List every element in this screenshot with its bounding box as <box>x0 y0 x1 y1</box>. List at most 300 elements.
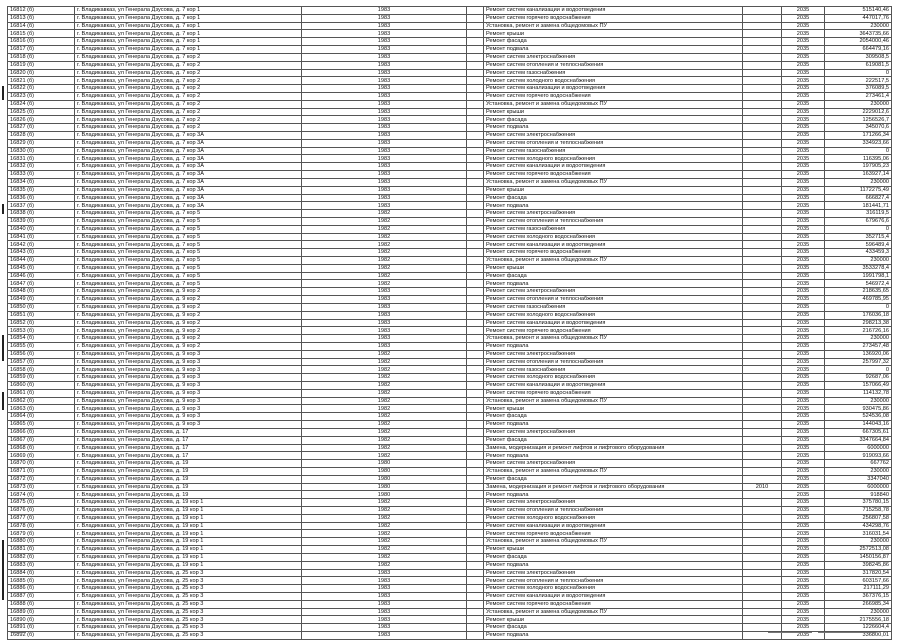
repair-year-cell: 2035 <box>782 366 825 374</box>
row-id-cell: 16844 (б) <box>8 257 75 265</box>
repair-year-cell: 2035 <box>782 132 825 140</box>
plan-year-cell <box>743 30 782 38</box>
cost-cell: 3643735,66 <box>825 30 892 38</box>
address-cell: г. Владикавказ, ул Генерала Дзусова, д. 7 кор 3А <box>75 147 302 155</box>
empty-cell <box>467 452 484 460</box>
footer-line <box>768 632 812 633</box>
work-type-cell: Замена, модернизация и ремонт лифтов и лифтового оборудования <box>484 483 743 491</box>
repair-year-cell: 2035 <box>782 296 825 304</box>
row-id-cell: 16830 (б) <box>8 147 75 155</box>
repair-year-cell: 2035 <box>782 389 825 397</box>
work-type-cell: Ремонт систем канализации и водоотведения <box>484 85 743 93</box>
work-type-cell: Установка, ремонт и замена общедомовых ПУ <box>484 397 743 405</box>
cost-cell: 434298,76 <box>825 522 892 530</box>
empty-cell <box>467 303 484 311</box>
build-year-cell: 1983 <box>302 296 467 304</box>
plan-year-cell <box>743 14 782 22</box>
address-cell: г. Владикавказ, ул Генерала Дзусова, д. 19 кор 1 <box>75 499 302 507</box>
repair-year-cell: 2035 <box>782 624 825 632</box>
build-year-cell: 1980 <box>302 475 467 483</box>
address-cell: г. Владикавказ, ул Генерала Дзусова, д. 9 кор 2 <box>75 296 302 304</box>
cost-cell: 715258,78 <box>825 507 892 515</box>
plan-year-cell <box>743 499 782 507</box>
build-year-cell: 1983 <box>302 139 467 147</box>
table-row <box>8 53 892 61</box>
table-row <box>8 7 892 15</box>
address-cell: г. Владикавказ, ул Генерала Дзусова, д. 7 кор 5 <box>75 225 302 233</box>
empty-cell <box>467 444 484 452</box>
row-id-cell: 16845 (б) <box>8 264 75 272</box>
build-year-cell: 1983 <box>302 178 467 186</box>
empty-cell <box>467 7 484 15</box>
address-cell: г. Владикавказ, ул Генерала Дзусова, д. 7 кор 2 <box>75 61 302 69</box>
plan-year-cell <box>743 85 782 93</box>
table-row <box>8 546 892 554</box>
build-year-cell: 1983 <box>302 608 467 616</box>
cost-cell: 447017,76 <box>825 14 892 22</box>
cost-cell: 2572513,08 <box>825 546 892 554</box>
build-year-cell: 1982 <box>302 428 467 436</box>
address-cell: г. Владикавказ, ул Генерала Дзусова, д. 7 кор 1 <box>75 22 302 30</box>
build-year-cell: 1982 <box>302 413 467 421</box>
table-row <box>8 14 892 22</box>
row-id-cell: 16838 (б) <box>8 210 75 218</box>
address-cell: г. Владикавказ, ул Генерала Дзусова, д. 17 <box>75 436 302 444</box>
cost-cell: 230000 <box>825 22 892 30</box>
empty-cell <box>467 389 484 397</box>
plan-year-cell <box>743 53 782 61</box>
work-type-cell: Ремонт подвала <box>484 202 743 210</box>
row-id-cell: 16864 (б) <box>8 413 75 421</box>
build-year-cell: 1983 <box>302 38 467 46</box>
build-year-cell: 1983 <box>302 53 467 61</box>
table-row <box>8 616 892 624</box>
repair-year-cell: 2035 <box>782 374 825 382</box>
address-cell: г. Владикавказ, ул Генерала Дзусова, д. 9 кор 2 <box>75 327 302 335</box>
cost-cell: 316119,5 <box>825 210 892 218</box>
work-type-cell: Ремонт систем электроснабжения <box>484 288 743 296</box>
plan-year-cell <box>743 342 782 350</box>
address-cell: г. Владикавказ, ул Генерала Дзусова, д. 9 кор 3 <box>75 413 302 421</box>
plan-year-cell <box>743 69 782 77</box>
row-id-cell: 16862 (б) <box>8 397 75 405</box>
cost-cell: 216726,16 <box>825 327 892 335</box>
cost-cell: 1172275,49 <box>825 186 892 194</box>
cost-cell: 398245,86 <box>825 561 892 569</box>
build-year-cell: 1983 <box>302 569 467 577</box>
repair-year-cell: 2035 <box>782 46 825 54</box>
empty-cell <box>467 257 484 265</box>
table-row <box>8 514 892 522</box>
empty-cell <box>467 186 484 194</box>
build-year-cell: 1982 <box>302 507 467 515</box>
address-cell: г. Владикавказ, ул Генерала Дзусова, д. 7 кор 2 <box>75 124 302 132</box>
cost-cell: 230000 <box>825 100 892 108</box>
repair-year-cell: 2035 <box>782 69 825 77</box>
repair-year-cell: 2035 <box>782 108 825 116</box>
empty-cell <box>467 14 484 22</box>
table-row <box>8 217 892 225</box>
build-year-cell: 1982 <box>302 436 467 444</box>
cost-cell: 334923,66 <box>825 139 892 147</box>
table-row <box>8 421 892 429</box>
plan-year-cell <box>743 413 782 421</box>
cost-cell: 171266,34 <box>825 132 892 140</box>
address-cell: г. Владикавказ, ул Генерала Дзусова, д. 19 кор 1 <box>75 507 302 515</box>
table-row <box>8 202 892 210</box>
work-type-cell: Ремонт крыши <box>484 546 743 554</box>
plan-year-cell <box>743 382 782 390</box>
build-year-cell: 1983 <box>302 592 467 600</box>
plan-year-cell <box>743 397 782 405</box>
empty-cell <box>467 319 484 327</box>
repair-year-cell: 2035 <box>782 202 825 210</box>
table-row <box>8 116 892 124</box>
cost-cell: 0 <box>825 366 892 374</box>
table-row <box>8 405 892 413</box>
row-id-cell: 16847 (б) <box>8 280 75 288</box>
repair-year-cell: 2035 <box>782 61 825 69</box>
work-type-cell: Ремонт систем газоснабжения <box>484 69 743 77</box>
address-cell: г. Владикавказ, ул Генерала Дзусова, д. 19 <box>75 491 302 499</box>
empty-cell <box>467 77 484 85</box>
plan-year-cell <box>743 147 782 155</box>
plan-year-cell <box>743 389 782 397</box>
table-row <box>8 491 892 499</box>
repair-year-cell: 2035 <box>782 436 825 444</box>
address-cell: г. Владикавказ, ул Генерала Дзусова, д. 7 кор 2 <box>75 108 302 116</box>
table-row <box>8 475 892 483</box>
table-row <box>8 194 892 202</box>
repair-year-cell: 2035 <box>782 280 825 288</box>
empty-cell <box>467 233 484 241</box>
address-cell: г. Владикавказ, ул Генерала Дзусова, д. 7 кор 1 <box>75 46 302 54</box>
row-id-cell: 16817 (б) <box>8 46 75 54</box>
row-id-cell: 16877 (б) <box>8 514 75 522</box>
plan-year-cell <box>743 186 782 194</box>
table-row <box>8 397 892 405</box>
row-id-cell: 16870 (б) <box>8 460 75 468</box>
row-id-cell: 16829 (б) <box>8 139 75 147</box>
cost-cell: 619081,5 <box>825 61 892 69</box>
build-year-cell: 1982 <box>302 225 467 233</box>
empty-cell <box>467 225 484 233</box>
address-cell: г. Владикавказ, ул Генерала Дзусова, д. 7 кор 5 <box>75 249 302 257</box>
build-year-cell: 1983 <box>302 108 467 116</box>
repair-year-cell: 2035 <box>782 335 825 343</box>
row-id-cell: 16835 (б) <box>8 186 75 194</box>
work-type-cell: Ремонт фасада <box>484 553 743 561</box>
empty-cell <box>467 600 484 608</box>
build-year-cell: 1983 <box>302 7 467 15</box>
table-row <box>8 585 892 593</box>
address-cell: г. Владикавказ, ул Генерала Дзусова, д. 25 кор 3 <box>75 632 302 640</box>
repair-year-cell: 2035 <box>782 155 825 163</box>
build-year-cell: 1982 <box>302 264 467 272</box>
build-year-cell: 1983 <box>302 69 467 77</box>
plan-year-cell <box>743 546 782 554</box>
cost-cell: 230000 <box>825 467 892 475</box>
empty-cell <box>467 272 484 280</box>
plan-year-cell <box>743 272 782 280</box>
plan-year-cell <box>743 77 782 85</box>
empty-cell <box>467 61 484 69</box>
repair-year-cell: 2035 <box>782 100 825 108</box>
plan-year-cell <box>743 624 782 632</box>
address-cell: г. Владикавказ, ул Генерала Дзусова, д. 19 кор 1 <box>75 514 302 522</box>
address-cell: г. Владикавказ, ул Генерала Дзусова, д. 7 кор 2 <box>75 100 302 108</box>
repair-year-cell: 2035 <box>782 342 825 350</box>
cost-cell: 230000 <box>825 335 892 343</box>
empty-cell <box>467 530 484 538</box>
table-row <box>8 460 892 468</box>
build-year-cell: 1982 <box>302 530 467 538</box>
repair-year-cell: 2035 <box>782 632 825 640</box>
table-row <box>8 624 892 632</box>
table-row <box>8 452 892 460</box>
empty-cell <box>467 616 484 624</box>
repair-year-cell: 2035 <box>782 530 825 538</box>
work-type-cell: Ремонт систем отопления и теплоснабжения <box>484 296 743 304</box>
table-row <box>8 522 892 530</box>
address-cell: г. Владикавказ, ул Генерала Дзусова, д. 7 кор 5 <box>75 210 302 218</box>
build-year-cell: 1982 <box>302 538 467 546</box>
row-id-cell: 16828 (б) <box>8 132 75 140</box>
repair-year-cell: 2035 <box>782 553 825 561</box>
plan-year-cell <box>743 202 782 210</box>
work-type-cell: Ремонт систем газоснабжения <box>484 147 743 155</box>
cost-cell: 273461,4 <box>825 92 892 100</box>
row-id-cell: 16872 (б) <box>8 475 75 483</box>
row-id-cell: 16827 (б) <box>8 124 75 132</box>
address-cell: г. Владикавказ, ул Генерала Дзусова, д. 7 кор 1 <box>75 30 302 38</box>
repair-year-cell: 2035 <box>782 147 825 155</box>
work-type-cell: Ремонт систем холодного водоснабжения <box>484 233 743 241</box>
address-cell: г. Владикавказ, ул Генерала Дзусова, д. 7 кор 3А <box>75 132 302 140</box>
repair-year-cell: 2035 <box>782 616 825 624</box>
work-type-cell: Ремонт фасада <box>484 624 743 632</box>
cost-cell: 230000 <box>825 397 892 405</box>
work-type-cell: Ремонт систем горячего водоснабжения <box>484 92 743 100</box>
cost-cell: 218635,65 <box>825 288 892 296</box>
cost-cell: 317820,54 <box>825 569 892 577</box>
cost-cell: 679676,6 <box>825 217 892 225</box>
table-row <box>8 186 892 194</box>
row-id-cell: 16812 (б) <box>8 7 75 15</box>
cost-cell: 3347040 <box>825 475 892 483</box>
repair-program-table <box>7 6 892 640</box>
repair-year-cell: 2035 <box>782 428 825 436</box>
build-year-cell: 1983 <box>302 632 467 640</box>
cost-cell: 469785,95 <box>825 296 892 304</box>
work-type-cell: Ремонт фасада <box>484 272 743 280</box>
address-cell: г. Владикавказ, ул Генерала Дзусова, д. 19 кор 1 <box>75 522 302 530</box>
work-type-cell: Ремонт систем холодного водоснабжения <box>484 311 743 319</box>
row-id-cell: 16892 (б) <box>8 632 75 640</box>
table-row <box>8 436 892 444</box>
empty-cell <box>467 92 484 100</box>
work-type-cell: Ремонт систем горячего водоснабжения <box>484 14 743 22</box>
work-type-cell: Ремонт систем электроснабжения <box>484 132 743 140</box>
work-type-cell: Ремонт систем электроснабжения <box>484 350 743 358</box>
repair-year-cell: 2035 <box>782 77 825 85</box>
repair-year-cell: 2035 <box>782 608 825 616</box>
table-row <box>8 272 892 280</box>
row-id-cell: 16846 (б) <box>8 272 75 280</box>
row-id-cell: 16868 (б) <box>8 444 75 452</box>
repair-year-cell: 2035 <box>782 444 825 452</box>
row-id-cell: 16854 (б) <box>8 335 75 343</box>
build-year-cell: 1982 <box>302 233 467 241</box>
empty-cell <box>467 30 484 38</box>
build-year-cell: 1983 <box>302 77 467 85</box>
build-year-cell: 1982 <box>302 546 467 554</box>
repair-year-cell: 2035 <box>782 303 825 311</box>
build-year-cell: 1982 <box>302 389 467 397</box>
work-type-cell: Установка, ремонт и замена общедомовых ПУ <box>484 608 743 616</box>
work-type-cell: Ремонт подвала <box>484 632 743 640</box>
plan-year-cell <box>743 522 782 530</box>
address-cell: г. Владикавказ, ул Генерала Дзусова, д. 25 кор 3 <box>75 585 302 593</box>
row-id-cell: 16837 (б) <box>8 202 75 210</box>
table-row <box>8 264 892 272</box>
build-year-cell: 1982 <box>302 241 467 249</box>
plan-year-cell <box>743 108 782 116</box>
empty-cell <box>467 413 484 421</box>
row-id-cell: 16882 (б) <box>8 553 75 561</box>
empty-cell <box>467 522 484 530</box>
cost-cell: 596489,4 <box>825 241 892 249</box>
cost-cell: 367376,15 <box>825 592 892 600</box>
work-type-cell: Ремонт систем электроснабжения <box>484 428 743 436</box>
repair-year-cell: 2035 <box>782 139 825 147</box>
empty-cell <box>467 296 484 304</box>
row-id-cell: 16884 (б) <box>8 569 75 577</box>
cost-cell: 6000000 <box>825 444 892 452</box>
row-id-cell: 16850 (б) <box>8 303 75 311</box>
empty-cell <box>467 467 484 475</box>
empty-cell <box>467 624 484 632</box>
empty-cell <box>467 335 484 343</box>
repair-year-cell: 2035 <box>782 171 825 179</box>
plan-year-cell <box>743 38 782 46</box>
table-row <box>8 22 892 30</box>
row-id-cell: 16821 (б) <box>8 77 75 85</box>
work-type-cell: Установка, ремонт и замена общедомовых ПУ <box>484 22 743 30</box>
address-cell: г. Владикавказ, ул Генерала Дзусова, д. 7 кор 3А <box>75 178 302 186</box>
address-cell: г. Владикавказ, ул Генерала Дзусова, д. 7 кор 2 <box>75 77 302 85</box>
row-id-cell: 16825 (б) <box>8 108 75 116</box>
address-cell: г. Владикавказ, ул Генерала Дзусова, д. 7 кор 3А <box>75 194 302 202</box>
address-cell: г. Владикавказ, ул Генерала Дзусова, д. 7 кор 2 <box>75 69 302 77</box>
build-year-cell: 1983 <box>302 124 467 132</box>
row-id-cell: 16831 (б) <box>8 155 75 163</box>
build-year-cell: 1982 <box>302 217 467 225</box>
row-id-cell: 16834 (б) <box>8 178 75 186</box>
empty-cell <box>467 358 484 366</box>
table-row <box>8 288 892 296</box>
work-type-cell: Замена, модернизация и ремонт лифтов и лифтового оборудования <box>484 444 743 452</box>
row-id-cell: 16848 (б) <box>8 288 75 296</box>
empty-cell <box>467 38 484 46</box>
address-cell: г. Владикавказ, ул Генерала Дзусова, д. 9 кор 3 <box>75 389 302 397</box>
repair-year-cell: 2035 <box>782 53 825 61</box>
work-type-cell: Ремонт систем электроснабжения <box>484 210 743 218</box>
work-type-cell: Ремонт фасада <box>484 194 743 202</box>
table-row <box>8 303 892 311</box>
cost-cell: 918840 <box>825 491 892 499</box>
repair-year-cell: 2035 <box>782 467 825 475</box>
repair-year-cell: 2035 <box>782 124 825 132</box>
work-type-cell: Ремонт фасада <box>484 38 743 46</box>
cost-cell: 667762 <box>825 460 892 468</box>
plan-year-cell <box>743 428 782 436</box>
address-cell: г. Владикавказ, ул Генерала Дзусова, д. 9 кор 2 <box>75 311 302 319</box>
repair-year-cell: 2035 <box>782 186 825 194</box>
work-type-cell: Установка, ремонт и замена общедомовых ПУ <box>484 178 743 186</box>
build-year-cell: 1983 <box>302 14 467 22</box>
build-year-cell: 1983 <box>302 46 467 54</box>
build-year-cell: 1983 <box>302 319 467 327</box>
row-id-cell: 16849 (б) <box>8 296 75 304</box>
table-row <box>8 38 892 46</box>
work-type-cell: Ремонт систем газоснабжения <box>484 225 743 233</box>
address-cell: г. Владикавказ, ул Генерала Дзусова, д. 9 кор 2 <box>75 342 302 350</box>
work-type-cell: Ремонт систем электроснабжения <box>484 460 743 468</box>
plan-year-cell <box>743 249 782 257</box>
build-year-cell: 1983 <box>302 303 467 311</box>
repair-year-cell: 2035 <box>782 30 825 38</box>
work-type-cell: Ремонт систем канализации и водоотведения <box>484 7 743 15</box>
empty-cell <box>467 22 484 30</box>
plan-year-cell <box>743 491 782 499</box>
cost-cell: 336800,01 <box>825 632 892 640</box>
empty-cell <box>467 491 484 499</box>
plan-year-cell <box>743 225 782 233</box>
row-id-cell: 16840 (б) <box>8 225 75 233</box>
plan-year-cell <box>743 507 782 515</box>
repair-year-cell: 2035 <box>782 38 825 46</box>
work-type-cell: Ремонт подвала <box>484 452 743 460</box>
table-row <box>8 374 892 382</box>
empty-cell <box>467 108 484 116</box>
empty-cell <box>467 132 484 140</box>
work-type-cell: Ремонт систем холодного водоснабжения <box>484 155 743 163</box>
work-type-cell: Установка, ремонт и замена общедомовых ПУ <box>484 257 743 265</box>
plan-year-cell <box>743 264 782 272</box>
cost-cell: 2054000,46 <box>825 38 892 46</box>
build-year-cell: 1980 <box>302 483 467 491</box>
cost-cell: 2229012,6 <box>825 108 892 116</box>
row-id-cell: 16856 (б) <box>8 350 75 358</box>
empty-cell <box>467 217 484 225</box>
repair-year-cell: 2035 <box>782 499 825 507</box>
repair-year-cell: 2035 <box>782 194 825 202</box>
build-year-cell: 1982 <box>302 561 467 569</box>
row-id-cell: 16886 (б) <box>8 585 75 593</box>
address-cell: г. Владикавказ, ул Генерала Дзусова, д. 19 кор 1 <box>75 553 302 561</box>
cost-cell: 524536,08 <box>825 413 892 421</box>
empty-cell <box>467 585 484 593</box>
table-row <box>8 350 892 358</box>
build-year-cell: 1982 <box>302 397 467 405</box>
table-row <box>8 210 892 218</box>
cost-cell: 3533278,4 <box>825 264 892 272</box>
cost-cell: 352715,4 <box>825 233 892 241</box>
plan-year-cell <box>743 257 782 265</box>
build-year-cell: 1983 <box>302 163 467 171</box>
repair-year-cell: 2035 <box>782 92 825 100</box>
